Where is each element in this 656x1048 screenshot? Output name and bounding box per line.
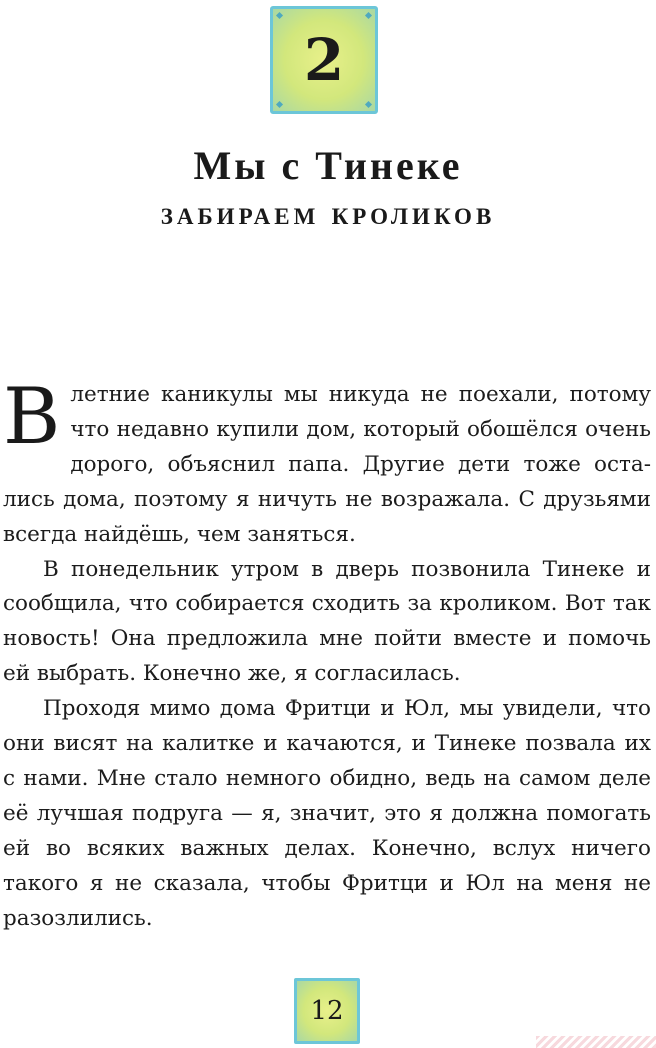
drop-cap: В [3, 372, 61, 462]
chapter-number: 2 [303, 26, 345, 94]
page-number-badge [294, 978, 360, 1044]
paragraph-1 [3, 372, 651, 553]
corner-dot-icon [276, 101, 283, 108]
chapter-title-line-2: забираем кроликов [160, 196, 496, 232]
chapter-number-badge [270, 6, 378, 114]
corner-decoration [536, 1036, 656, 1048]
corner-dot-icon [365, 101, 372, 108]
paragraph-1-text: летние каникулы мы никуда не поехали, потому что недавно купили дом, который обошёлся очень дорого, объяснил папа. Другие дети тоже остались дома, поэтому я ничуть не возражала. С друзьями всегда найдёшь, чем заняться. [3, 382, 651, 547]
corner-dot-icon [276, 12, 283, 19]
chapter-body [3, 372, 651, 937]
chapter-title-line-1: Мы с Тинеке [193, 143, 463, 188]
paragraph-2: В понедельник утром в дверь позвонила Тинеке и сообщила, что собирается сходить за кроликом. Вот так новость! Она предложила мне пойти вместе и помочь ей выбрать. Конечно же, я согласилась. [3, 556, 651, 687]
paragraph-3: Проходя мимо дома Фритци и Юл, мы увидели, что они висят на калитке и качаются, и Тинеке позвала их с нами. Мне стало немного обидно, ведь на самом деле её лучшая подруга — я, значит, это я должна помогать ей во всяких важных делах. Конечно, вслух ничего такого я не сказала, чтобы Фритци и Юл на меня не разозлились. [3, 696, 651, 931]
page-number: 12 [310, 996, 344, 1026]
corner-dot-icon [365, 12, 372, 19]
